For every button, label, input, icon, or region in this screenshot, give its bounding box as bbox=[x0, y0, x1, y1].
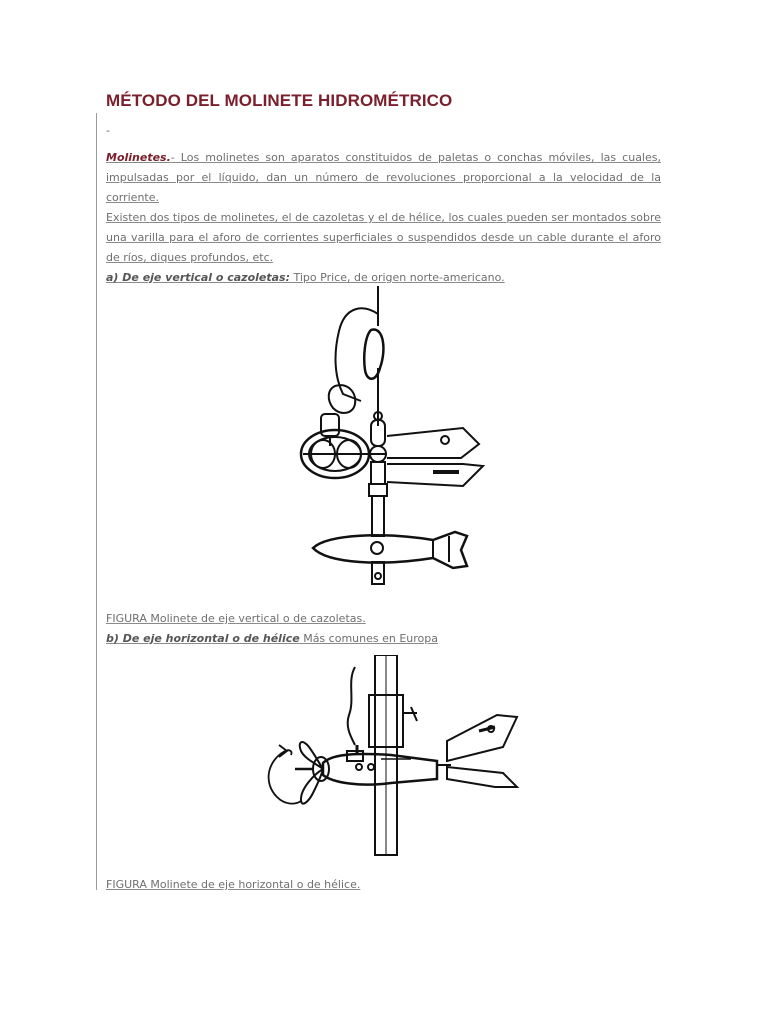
figure-b-caption[interactable]: FIGURA Molinete de eje horizontal o de hélice. bbox=[106, 878, 361, 891]
section-a-text: Tipo Price, de origen norte-americano. bbox=[293, 271, 505, 284]
intro-text: - Los molinetes son aparatos constituidos de paletas o conchas móviles, las cuales, impulsadas por el líquido, dan un número de revoluciones proporcional a la velocidad de la corriente. bbox=[106, 151, 661, 204]
separator-dash: - bbox=[106, 124, 110, 137]
vertical-axis-current-meter-figure bbox=[283, 286, 488, 591]
section-b-label: b) De eje horizontal o de hélice bbox=[106, 632, 300, 645]
section-b-text: Más comunes en Europa bbox=[303, 632, 438, 645]
figure-a-caption[interactable]: FIGURA Molinete de eje vertical o de cazoletas. bbox=[106, 612, 366, 625]
horizontal-axis-current-meter-figure bbox=[251, 655, 523, 857]
types-paragraph[interactable]: Existen dos tipos de molinetes, el de cazoletas y el de hélice, los cuales pueden ser montados sobre una varilla para el aforo de corrientes superficiales o suspendidos desde un cable durante el aforo de ríos, diques profundos, etc. bbox=[106, 211, 661, 264]
left-border-rule bbox=[96, 113, 97, 890]
intro-paragraph[interactable] bbox=[106, 148, 661, 208]
section-a-label: a) De eje vertical o cazoletas: bbox=[106, 271, 290, 284]
section-b-heading[interactable] bbox=[106, 629, 438, 649]
section-a-heading[interactable] bbox=[106, 268, 505, 288]
intro-label: Molinetes. bbox=[106, 151, 171, 164]
page-title: MÉTODO DEL MOLINETE HIDROMÉTRICO bbox=[106, 91, 453, 110]
